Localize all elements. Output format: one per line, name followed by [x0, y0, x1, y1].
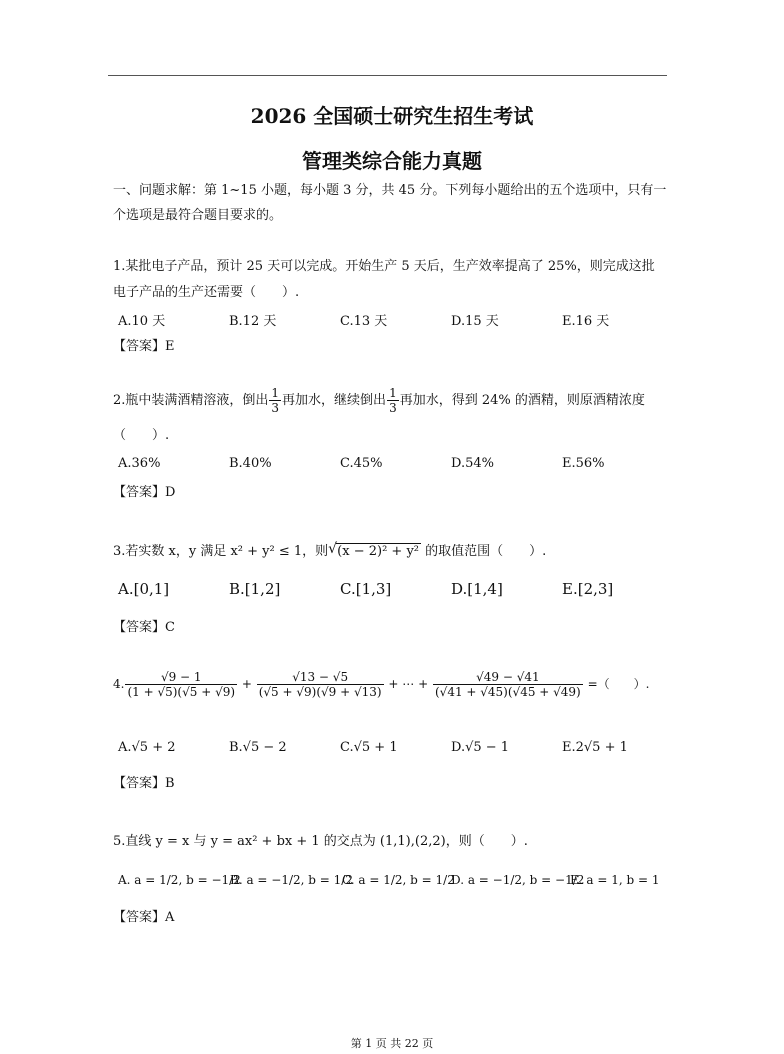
- question-5-answer: 【答案】A: [113, 910, 175, 925]
- question-2-line2: （ ）.: [113, 428, 170, 443]
- question-4-answer: 【答案】B: [113, 776, 175, 791]
- option-e: E.16 天: [562, 314, 610, 329]
- option-c: C. a = 1/2, b = 1/2: [342, 873, 455, 887]
- option-c: C.[1,3]: [340, 580, 392, 598]
- option-a: A.[0,1]: [118, 580, 170, 598]
- option-a: A. a = 1/2, b = −1/2: [118, 873, 241, 887]
- option-e: E. a = 1, b = 1: [570, 873, 660, 887]
- option-d: D.[1,4]: [451, 580, 503, 598]
- option-b: B.[1,2]: [229, 580, 281, 598]
- fraction: $\frac{1}{3}$: [389, 386, 397, 415]
- option-a: A.10 天: [118, 314, 166, 329]
- question-1-line2: 电子产品的生产还需要（ ）.: [113, 285, 300, 300]
- option-d: D.15 天: [451, 314, 499, 329]
- option-b: B.√5 − 2: [229, 740, 287, 755]
- page-footer: 第 1 页 共 22 页: [350, 1037, 434, 1050]
- exam-subtitle: 管理类综合能力真题: [302, 149, 482, 173]
- option-d: D. a = −1/2, b = −1/2: [451, 873, 585, 887]
- question-1-line1: 1.某批电子产品，预计 25 天可以完成。开始生产 5 天后，生产效率提高了 25%，则完成这批: [113, 259, 655, 274]
- section-instructions: 一、问题求解：第 1~15 小题，每小题 3 分，共 45 分。下列每小题给出的五个选项中，只有一个选项是最符合题目要求的。: [113, 183, 667, 223]
- option-a: A.36%: [118, 456, 161, 471]
- option-a: A.√5 + 2: [118, 740, 176, 755]
- option-c: C.45%: [340, 456, 383, 471]
- option-b: B. a = −1/2, b = 1/2: [230, 873, 353, 887]
- header-rule: [108, 75, 667, 76]
- option-e: E.[2,3]: [562, 580, 614, 598]
- option-c: C.13 天: [340, 314, 388, 329]
- option-b: B.12 天: [229, 314, 277, 329]
- exam-title: 2026 全国硕士研究生招生考试: [250, 104, 534, 128]
- option-c: C.√5 + 1: [340, 740, 398, 755]
- option-d: D.√5 − 1: [451, 740, 510, 755]
- question-3-stem: 3.若实数 x，y 满足 x² + y² ≤ 1，则√ (x − 2)² + y² 的取值范围（ ）.: [113, 540, 546, 559]
- option-e: E.2√5 + 1: [562, 740, 628, 755]
- question-2-answer: 【答案】D: [113, 485, 176, 500]
- fraction-term-3: $\frac{√49 - √41}{(√41 + √45)(√45 + √49)}$: [434, 670, 581, 699]
- question-1-answer: 【答案】E: [113, 339, 175, 354]
- fraction-term-1: $\frac{√9 - 1}{(1 + √5)(√5 + √9)}$: [127, 670, 236, 699]
- fraction: $\frac{1}{3}$: [271, 386, 280, 415]
- question-4-stem: 4. $\frac{√9 - 1}{(1 + √5)(√5 + √9)}$ + $\frac{√13 - √5}{(√5 + √9)(√9 + √13)}$ + ⋯ + $\frac{√49 - √41}{(√41 + √45)(√45 + √49)}$ =（ ）.: [113, 670, 650, 699]
- question-3-answer: 【答案】C: [113, 620, 175, 635]
- question-2-line1: 2.瓶中装满酒精溶液，倒出 $\frac{1}{3}$ 再加水，继续倒出 $\frac{1}{3}$ 再加水，得到 24% 的酒精，则原酒精浓度: [113, 386, 645, 415]
- question-5-stem: 5.直线 y = x 与 y = ax² + bx + 1 的交点为 (1,1),(2,2)，则（ ）.: [113, 834, 528, 849]
- fraction-term-2: $\frac{√13 - √5}{(√5 + √9)(√9 + √13)}$: [258, 670, 382, 699]
- option-e: E.56%: [562, 456, 605, 471]
- square-root: √ (x − 2)² + y²: [336, 543, 421, 559]
- option-b: B.40%: [229, 456, 272, 471]
- option-d: D.54%: [451, 456, 494, 471]
